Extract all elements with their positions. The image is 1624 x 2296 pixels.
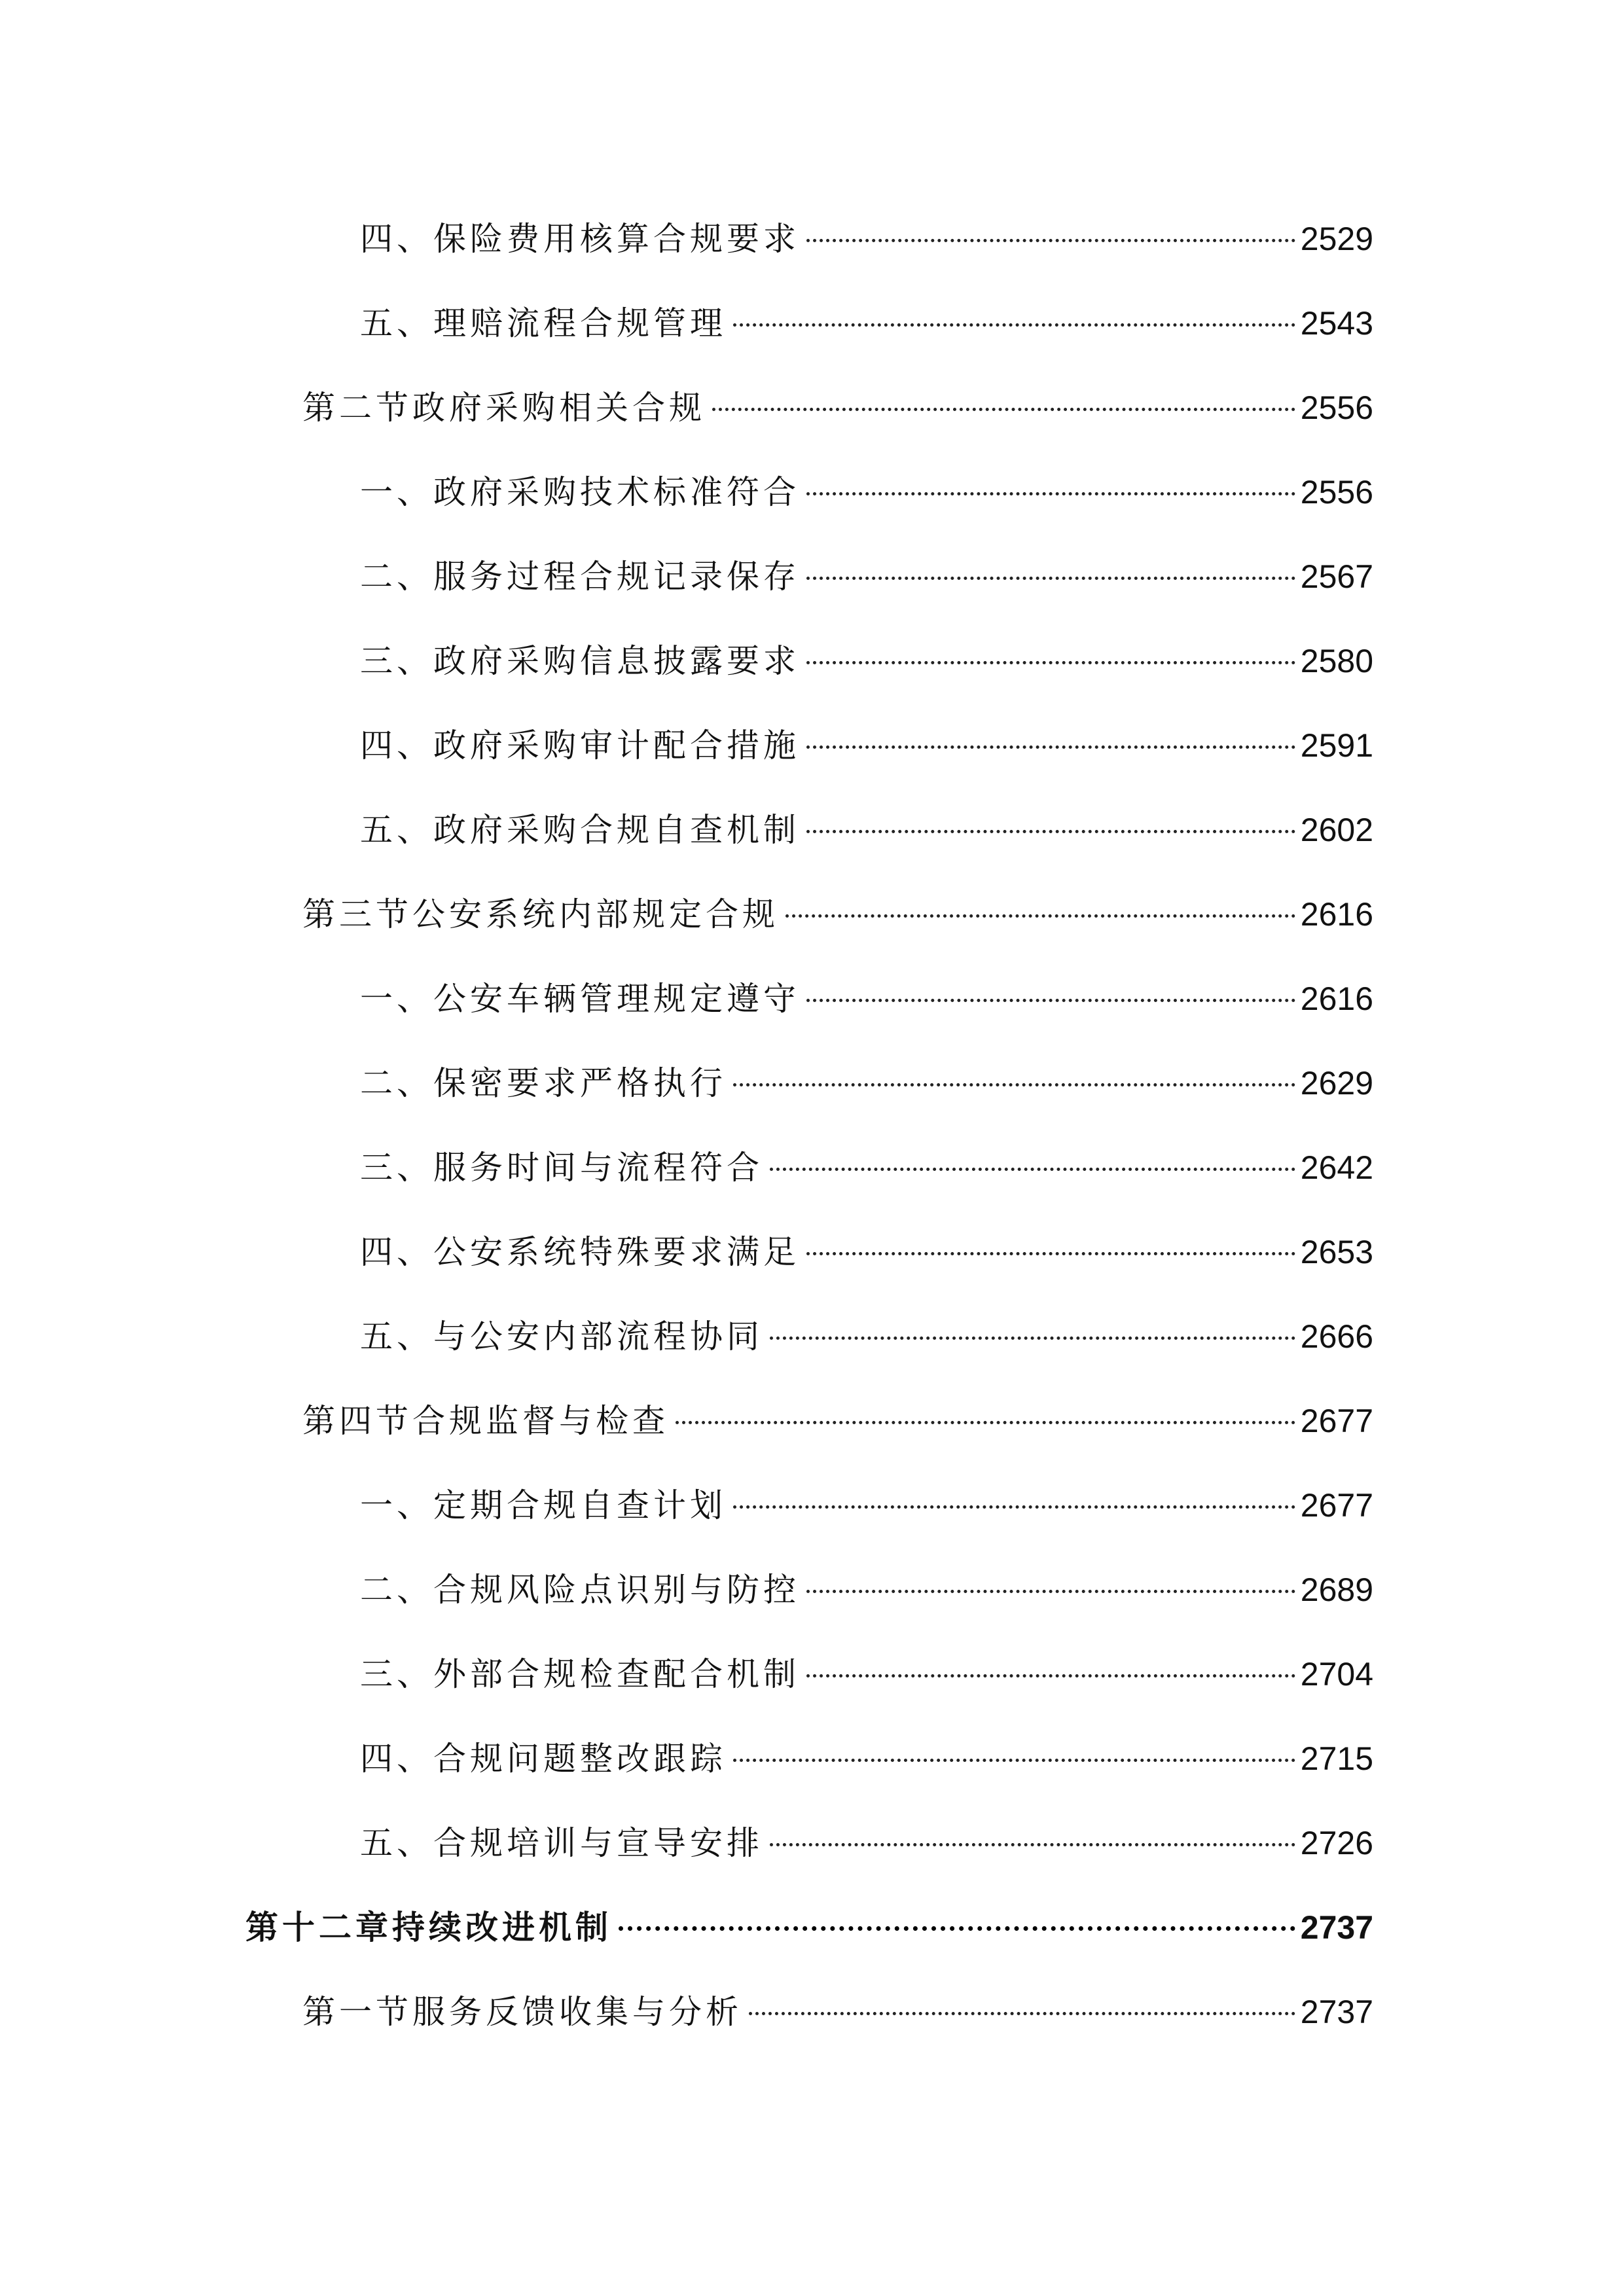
toc-entry-page: 2616 bbox=[1300, 980, 1373, 1017]
dot-leader bbox=[619, 1926, 1295, 1931]
toc-entry-chapter[interactable] bbox=[245, 1901, 1373, 1954]
toc-entry[interactable] bbox=[360, 550, 1373, 603]
dot-leader bbox=[733, 1083, 1295, 1086]
dot-leader bbox=[676, 1421, 1295, 1424]
toc-entry-title: 三、外部合规检查配合机制 bbox=[360, 1655, 800, 1693]
toc-entry[interactable] bbox=[360, 1817, 1373, 1869]
toc-entry[interactable] bbox=[360, 973, 1373, 1025]
dot-leader bbox=[806, 830, 1295, 833]
toc-entry[interactable] bbox=[360, 213, 1373, 265]
toc-entry[interactable] bbox=[360, 1732, 1373, 1785]
dot-leader bbox=[785, 914, 1295, 918]
toc-entry[interactable] bbox=[302, 1986, 1373, 2038]
toc-entry-page: 2616 bbox=[1300, 896, 1373, 933]
toc-entry-page: 2567 bbox=[1300, 558, 1373, 595]
dot-leader bbox=[806, 1674, 1295, 1677]
dot-leader bbox=[806, 745, 1295, 749]
toc-entry-title: 五、与公安内部流程协同 bbox=[360, 1318, 763, 1355]
toc-entry-title: 四、公安系统特殊要求满足 bbox=[360, 1233, 800, 1271]
toc-entry-page: 2653 bbox=[1300, 1234, 1373, 1270]
toc-entry[interactable] bbox=[360, 1310, 1373, 1363]
toc-entry[interactable] bbox=[360, 297, 1373, 350]
toc-entry-title: 一、政府采购技术标准符合 bbox=[360, 473, 800, 511]
toc-entry[interactable] bbox=[360, 1226, 1373, 1278]
toc-entry-title: 四、合规问题整改跟踪 bbox=[360, 1740, 727, 1778]
toc-entry[interactable] bbox=[302, 1395, 1373, 1447]
dot-leader bbox=[806, 661, 1295, 664]
toc-entry-title: 一、公安车辆管理规定遵守 bbox=[360, 980, 800, 1018]
toc-entry-page: 2715 bbox=[1300, 1740, 1373, 1777]
toc-entry-title: 二、服务过程合规记录保存 bbox=[360, 558, 800, 596]
toc-entry-title: 第三节公安系统内部规定合规 bbox=[302, 895, 779, 933]
toc-entry[interactable] bbox=[360, 1141, 1373, 1194]
toc-entry-title: 四、保险费用核算合规要求 bbox=[360, 220, 800, 258]
toc-entry-title: 一、定期合规自查计划 bbox=[360, 1486, 727, 1524]
toc-entry-page: 2580 bbox=[1300, 643, 1373, 679]
toc-entry-title: 第二节政府采购相关合规 bbox=[302, 389, 706, 427]
toc-entry-page: 2666 bbox=[1300, 1318, 1373, 1355]
toc-entry[interactable] bbox=[302, 382, 1373, 434]
toc-entry-page: 2726 bbox=[1300, 1825, 1373, 1861]
dot-leader bbox=[806, 999, 1295, 1002]
dot-leader bbox=[806, 239, 1295, 242]
toc-entry[interactable] bbox=[360, 719, 1373, 772]
toc-entry-page: 2642 bbox=[1300, 1149, 1373, 1186]
dot-leader bbox=[733, 323, 1295, 327]
toc-entry-page: 2737 bbox=[1300, 1994, 1373, 2030]
toc-entry-title: 二、保密要求严格执行 bbox=[360, 1064, 727, 1102]
toc-entry-page: 2677 bbox=[1300, 1403, 1373, 1439]
dot-leader bbox=[806, 492, 1295, 495]
toc-entry-page: 2556 bbox=[1300, 474, 1373, 511]
dot-leader bbox=[733, 1505, 1295, 1509]
toc-entry-title: 二、合规风险点识别与防控 bbox=[360, 1571, 800, 1609]
toc-entry-page: 2602 bbox=[1300, 812, 1373, 848]
toc-entry[interactable] bbox=[302, 888, 1373, 941]
dot-leader bbox=[806, 1590, 1295, 1593]
toc-entry-title: 五、合规培训与宣导安排 bbox=[360, 1824, 763, 1862]
dot-leader bbox=[770, 1168, 1295, 1171]
toc-entry-page: 2591 bbox=[1300, 727, 1373, 764]
toc-entry-title: 五、理赔流程合规管理 bbox=[360, 304, 727, 342]
dot-leader bbox=[806, 577, 1295, 580]
toc-entry-page: 2543 bbox=[1300, 305, 1373, 342]
toc-entry[interactable] bbox=[360, 1479, 1373, 1532]
toc-entry-page: 2529 bbox=[1300, 221, 1373, 257]
toc-entry-page: 2556 bbox=[1300, 389, 1373, 426]
toc-entry[interactable] bbox=[360, 466, 1373, 518]
toc-entry-title: 三、服务时间与流程符合 bbox=[360, 1149, 763, 1187]
toc-entry[interactable] bbox=[360, 635, 1373, 687]
dot-leader bbox=[770, 1843, 1295, 1846]
toc-entry-page: 2704 bbox=[1300, 1656, 1373, 1693]
dot-leader bbox=[712, 408, 1295, 411]
dot-leader bbox=[770, 1336, 1295, 1340]
toc-entry[interactable] bbox=[360, 1564, 1373, 1616]
dot-leader bbox=[733, 1759, 1295, 1762]
toc-entry-page: 2629 bbox=[1300, 1065, 1373, 1102]
toc-entry[interactable] bbox=[360, 1648, 1373, 1700]
dot-leader bbox=[749, 2012, 1295, 2015]
dot-leader bbox=[806, 1252, 1295, 1255]
toc-entry-title: 第一节服务反馈收集与分析 bbox=[302, 1993, 742, 2031]
toc-entry-title: 第四节合规监督与检查 bbox=[302, 1402, 669, 1440]
toc-entry[interactable] bbox=[360, 1057, 1373, 1109]
toc-entry-title: 四、政府采购审计配合措施 bbox=[360, 726, 800, 764]
toc-entry[interactable] bbox=[360, 804, 1373, 856]
toc-entry-page: 2677 bbox=[1300, 1487, 1373, 1524]
toc-entry-title: 五、政府采购合规自查机制 bbox=[360, 811, 800, 849]
toc-entry-page: 2689 bbox=[1300, 1571, 1373, 1608]
toc-entry-page: 2737 bbox=[1300, 1909, 1373, 1946]
toc-entry-title: 三、政府采购信息披露要求 bbox=[360, 642, 800, 680]
toc-entry-title: 第十二章持续改进机制 bbox=[245, 1909, 612, 1946]
